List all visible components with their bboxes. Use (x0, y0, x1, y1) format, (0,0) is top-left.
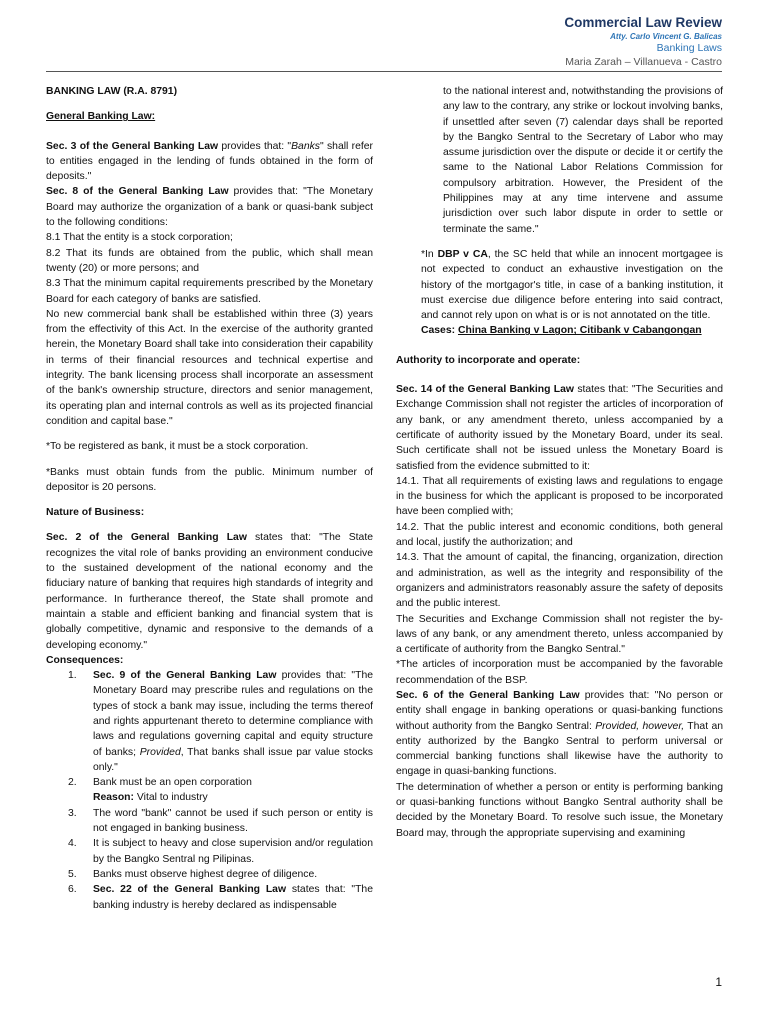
sec14-body: The Securities and Exchange Commission shall not register the by-laws of any bank, or any amendment thereto, unless accompanied by a certificate of authority from the Bangko Sentral." (396, 613, 723, 656)
left-column (46, 84, 373, 913)
dbp-note: *In DBP v CA, the SC held that while an innocent mortgagee is not expected to conduct an exhaustive investigation on the history of the mortgagor's title, in case of a banking institution, it must exercise due diligence before entering into said contract, and cannot rely upon on what is or is not annotated on the title. (421, 248, 723, 322)
condition-8-2: 8.2 That its funds are obtained from the public, which shall mean twenty (20) or more persons; and (46, 247, 373, 274)
list-item: 4. It is subject to heavy and close supervision and/or regulation by the Bangko Sentral ng Pilipinas. (68, 838, 373, 865)
condition-8-1: 8.1 That the entity is a stock corporation; (46, 232, 233, 244)
note-articles: *The articles of incorporation must be accompanied by the favorable recommendation of the BSP. (396, 659, 723, 686)
consequences-list (46, 668, 373, 913)
sec8-paragraph: Sec. 8 of the General Banking Law provides that: "The Monetary Board may authorize the organization of a bank or quasi-bank subject to the following conditions: (46, 186, 373, 229)
general-heading: General Banking Law: (46, 111, 156, 123)
cases-line: Cases: China Banking v Lagon; Citibank v Cabangongan (421, 325, 702, 337)
condition-8-3: 8.3 That the minimum capital requirements prescribed by the Monetary Board for each category of banks are satisfied. (46, 278, 373, 305)
section-title: BANKING LAW (R.A. 8791) (46, 86, 178, 97)
page-header (564, 14, 722, 69)
sec6-paragraph: Sec. 6 of the General Banking Law provides that: "No person or entity shall engage in banking operations or quasi-banking functions without authority from the Bangko Sentral: Provided, however, That an entity authorized by the Bangko Sentral to perform universal or commercial banking functions shall likewise have the authority to engage in quasi-banking functions. (396, 689, 724, 778)
sec3-paragraph: Sec. 3 of the General Banking Law provides that: "Banks" shall refer to entities engaged in the lending of funds obtained in the form of deposits." (46, 140, 373, 183)
item-14-2: 14.2. That the public interest and economic conditions, both general and local, justify the authorization; and (396, 521, 723, 549)
sec8-body: No new commercial bank shall be established within three (3) years from the effectivity of this Act. In the exercise of the authority granted herein, the Monetary Board shall take into consideration their capability in terms of their financial resources and technical expertise and integrity. The bank licensing process shall incorporate an assessment of the bank's ownership structure, directors and senior management, its operating plan and internal controls as well as its projected financial condition and capital base." (46, 308, 373, 427)
sec22-continuation: to the national interest and, notwithstanding the provisions of any law to the contrary, any strike or lockout involving banks, if unsettled after seven (7) calendar days shall be reported by the Bangko Sentral to the Secretary of Labor who may assume jurisdiction over the dispute or decide it or certify the same to the National Labor Relations Commission for compulsory arbitration. However, the President of the Philippines may at any time intervene and assume jurisdiction over such labor dispute in order to settle or terminate the same." (443, 86, 723, 235)
list-item: 3. The word "bank" cannot be used if such person or entity is not engaged in banking business. (68, 807, 373, 835)
nature-heading: Nature of Business: (46, 507, 145, 519)
note-stock-corporation: *To be registered as bank, it must be a stock corporation. (46, 441, 309, 453)
list-item: 6. Sec. 22 of the General Banking Law states that: "The banking industry is hereby declared as indispensable (68, 884, 373, 911)
authority-heading: Authority to incorporate and operate: (396, 354, 581, 366)
note-depositors: *Banks must obtain funds from the public. Minimum number of depositor is 20 persons. (46, 466, 373, 493)
header-names: Maria Zarah – Villanueva - Castro (565, 56, 722, 68)
sec2-paragraph: Sec. 2 of the General Banking Law states that: "The State recognizes the vital role of banks providing an environment conducive to the sustained development of the national economy and the fiduciary nature of banking that requires high standards of integrity and performance. In furtherance thereof, the State shall promote and maintain a stable and efficient banking and financial system that is globally competitive, dynamic and responsive to the demands of a developing economy." (46, 532, 374, 651)
item-14-3: 14.3. That the amount of capital, the financing, organization, direction and administration, as well as the integrity and responsibility of the organizers and administrators reasonably assure the safety of deposits and the public interest. (396, 552, 723, 610)
consequences-heading: Consequences: (46, 654, 124, 666)
header-subject: Banking Laws (656, 42, 722, 54)
page-number: 1 (715, 975, 722, 989)
list-item: 1. Sec. 9 of the General Banking Law provides that: "The Monetary Board may prescribe rules and regulations on the types of stock a bank may issue, including the terms thereof and rights appurtenant thereto to determine compliance with laws and regulations governing capital and equity structure of banks; Provided, That banks shall issue par value stocks only." (68, 670, 373, 773)
header-rule (46, 71, 722, 72)
sec14-paragraph: Sec. 14 of the General Banking Law states that: "The Securities and Exchange Commission shall not register the articles of incorporation of any bank, or any amendment thereto, unless accompanied by a certificate of authority issued by the Monetary Board, under its seal. Such certificate shall not be issued unless the Monetary Board is satisfied from the evidence submitted to it: (396, 384, 723, 472)
list-item: 2. Bank must be an open corporation Reason: Vital to industry (68, 777, 252, 804)
right-column (396, 84, 723, 841)
item-14-1: 14.1. That all requirements of existing laws and regulations to engage in the business for which the applicant is proposed to be incorporated have been complied with; (396, 475, 723, 518)
sec6-body: The determination of whether a person or entity is performing banking or quasi-banking functions without Bangko Sentral authority shall be decided by the Monetary Board. To resolve such issue, the Monetary Board may, through the appropriate supervising and examining (396, 781, 723, 839)
header-title: Commercial Law Review (564, 15, 722, 30)
header-author: Atty. Carlo Vincent G. Balicas (610, 32, 722, 41)
list-item: 5. Banks must observe highest degree of diligence. (68, 868, 318, 880)
